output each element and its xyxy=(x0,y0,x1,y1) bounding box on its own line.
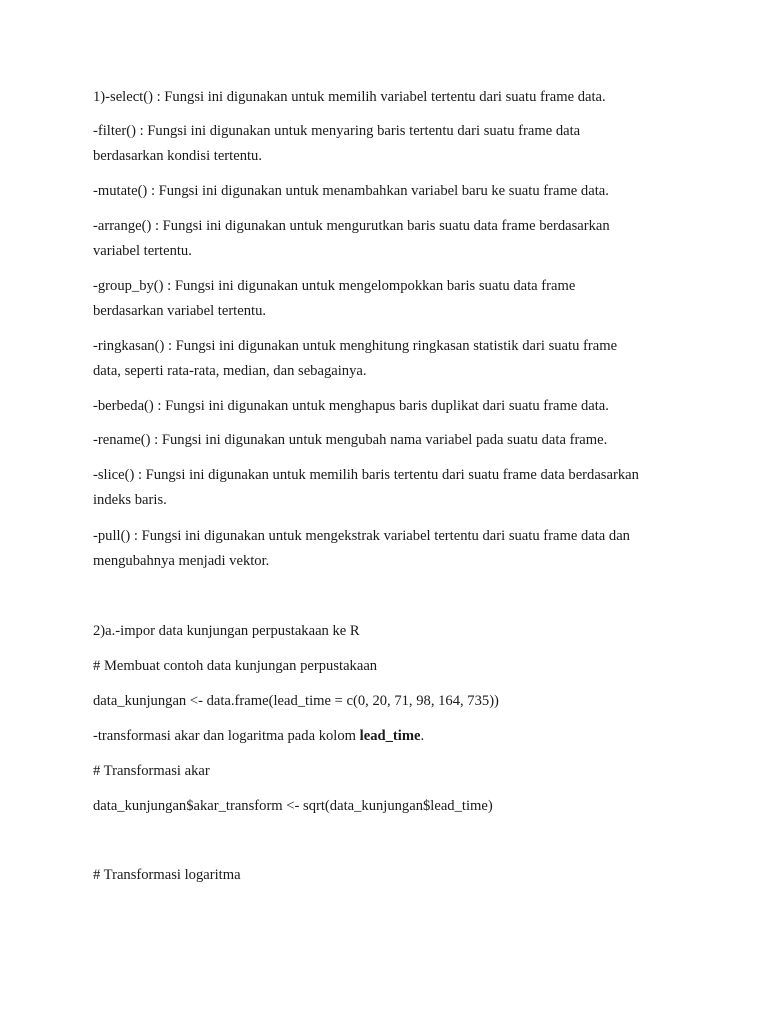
section2-heading: 2)a.-impor data kunjungan perpustakaan ke R xyxy=(93,623,360,639)
text-line-arrange-cont: variabel tertentu. xyxy=(93,243,192,259)
text-line-group-by: -group_by() : Fungsi ini digunakan untuk mengelompokkan baris suatu data frame xyxy=(93,278,576,294)
text-line-filter-cont: berdasarkan kondisi tertentu. xyxy=(93,148,262,164)
text-line-pull: -pull() : Fungsi ini digunakan untuk mengekstrak variabel tertentu dari suatu frame data dan xyxy=(93,528,630,544)
transform-description xyxy=(93,727,424,745)
text-line-mutate: -mutate() : Fungsi ini digunakan untuk menambahkan variabel baru ke suatu frame data. xyxy=(93,183,609,199)
text-line-slice-cont: indeks baris. xyxy=(93,492,167,508)
transform-suffix: . xyxy=(420,728,425,744)
text-line-select: 1)-select() : Fungsi ini digunakan untuk memilih variabel tertentu dari suatu frame data. xyxy=(93,89,606,105)
text-line-arrange: -arrange() : Fungsi ini digunakan untuk mengurutkan baris suatu data frame berdasarkan xyxy=(93,218,610,234)
text-line-ringkasan-cont: data, seperti rata-rata, median, dan sebagainya. xyxy=(93,363,367,379)
code-sqrt: data_kunjungan$akar_transform <- sqrt(data_kunjungan$lead_time) xyxy=(93,798,493,814)
transform-prefix: -transformasi akar dan logaritma pada kolom xyxy=(93,728,360,744)
transform-column-name: lead_time xyxy=(359,728,421,744)
code-dataframe: data_kunjungan <- data.frame(lead_time = c(0, 20, 71, 98, 164, 735)) xyxy=(93,693,499,709)
text-line-rename: -rename() : Fungsi ini digunakan untuk mengubah nama variabel pada suatu data frame. xyxy=(93,432,608,448)
text-line-berbeda: -berbeda() : Fungsi ini digunakan untuk menghapus baris duplikat dari suatu frame data. xyxy=(93,398,609,414)
text-line-filter: -filter() : Fungsi ini digunakan untuk menyaring baris tertentu dari suatu frame data xyxy=(93,123,581,139)
text-line-ringkasan: -ringkasan() : Fungsi ini digunakan untuk menghitung ringkasan statistik dari suatu frame xyxy=(93,338,618,354)
code-comment-log: # Transformasi logaritma xyxy=(93,867,241,883)
text-line-group-by-cont: berdasarkan variabel tertentu. xyxy=(93,303,267,319)
code-comment-sqrt: # Transformasi akar xyxy=(93,763,210,779)
code-comment-example: # Membuat contoh data kunjungan perpustakaan xyxy=(93,658,378,674)
text-line-pull-cont: mengubahnya menjadi vektor. xyxy=(93,553,270,569)
text-line-slice: -slice() : Fungsi ini digunakan untuk memilih baris tertentu dari suatu frame data berdasarkan xyxy=(93,467,639,483)
